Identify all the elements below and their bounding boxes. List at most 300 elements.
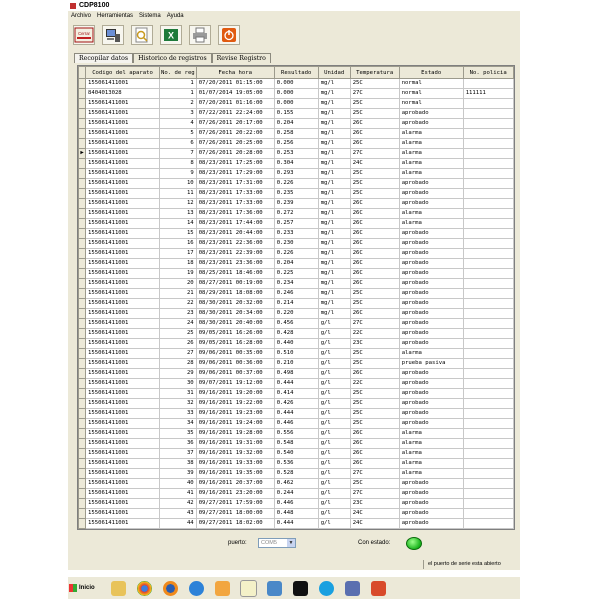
cell-temperatura[interactable]: 27C — [350, 149, 399, 159]
cell-codigo[interactable]: 155061411001 — [86, 439, 160, 449]
table-row[interactable] — [79, 99, 514, 109]
cell-no-reg[interactable]: 38 — [160, 459, 197, 469]
cell-codigo[interactable]: 155061411001 — [86, 329, 160, 339]
cell-codigo[interactable]: 155061411001 — [86, 369, 160, 379]
row-indicator[interactable] — [79, 79, 86, 89]
table-row[interactable] — [79, 319, 514, 329]
cell-codigo[interactable]: 155061411001 — [86, 279, 160, 289]
cell-fecha-hora[interactable]: 07/20/2011 01:15:00 — [196, 79, 274, 89]
cell-estado[interactable]: alarma — [399, 429, 463, 439]
table-row[interactable] — [79, 79, 514, 89]
cell-temperatura[interactable]: 25C — [350, 79, 399, 89]
cell-fecha-hora[interactable]: 07/26/2011 20:25:00 — [196, 139, 274, 149]
cell-temperatura[interactable]: 25C — [350, 479, 399, 489]
taskbar-media[interactable] — [263, 578, 285, 598]
cell-no-policia[interactable]: 111111 — [463, 89, 513, 99]
cell-no-reg[interactable]: 15 — [160, 229, 197, 239]
cell-estado[interactable]: aprobado — [399, 289, 463, 299]
table-row[interactable] — [79, 519, 514, 529]
cell-unidad[interactable]: g/l — [318, 369, 350, 379]
taskbar-terminal[interactable] — [289, 578, 311, 598]
table-row[interactable] — [79, 119, 514, 129]
cell-temperatura[interactable]: 26C — [350, 439, 399, 449]
cell-temperatura[interactable]: 27C — [350, 89, 399, 99]
cell-temperatura[interactable]: 25C — [350, 109, 399, 119]
cell-no-policia[interactable] — [463, 149, 513, 159]
cell-no-reg[interactable]: 1 — [160, 89, 197, 99]
row-indicator[interactable] — [79, 219, 86, 229]
start-button[interactable] — [69, 579, 103, 597]
cell-temperatura[interactable]: 24C — [350, 519, 399, 529]
cell-fecha-hora[interactable]: 08/23/2011 17:44:00 — [196, 219, 274, 229]
cell-fecha-hora[interactable]: 07/22/2011 22:24:00 — [196, 109, 274, 119]
cell-no-reg[interactable]: 9 — [160, 169, 197, 179]
menu-sistema[interactable]: Sistema — [139, 13, 161, 19]
cell-unidad[interactable]: g/l — [318, 489, 350, 499]
cell-estado[interactable]: normal — [399, 79, 463, 89]
cell-codigo[interactable]: 155061411001 — [86, 299, 160, 309]
cell-unidad[interactable]: g/l — [318, 439, 350, 449]
cell-unidad[interactable]: g/l — [318, 399, 350, 409]
cell-resultado[interactable]: 0.204 — [274, 119, 318, 129]
cell-unidad[interactable]: mg/l — [318, 79, 350, 89]
cell-resultado[interactable]: 0.548 — [274, 439, 318, 449]
cell-temperatura[interactable]: 26C — [350, 279, 399, 289]
cell-unidad[interactable]: mg/l — [318, 299, 350, 309]
cell-fecha-hora[interactable]: 07/26/2011 20:22:00 — [196, 129, 274, 139]
cell-estado[interactable]: aprobado — [399, 249, 463, 259]
cell-temperatura[interactable]: 27C — [350, 469, 399, 479]
cell-no-policia[interactable] — [463, 519, 513, 529]
cell-codigo[interactable]: 155061411001 — [86, 489, 160, 499]
table-row[interactable] — [79, 169, 514, 179]
cell-fecha-hora[interactable]: 08/23/2011 22:36:00 — [196, 239, 274, 249]
table-row[interactable] — [79, 199, 514, 209]
cell-temperatura[interactable]: 23C — [350, 499, 399, 509]
cell-codigo[interactable]: 155061411001 — [86, 289, 160, 299]
cell-no-reg[interactable]: 22 — [160, 299, 197, 309]
cell-no-reg[interactable]: 25 — [160, 329, 197, 339]
row-indicator[interactable] — [79, 519, 86, 529]
cell-no-policia[interactable] — [463, 139, 513, 149]
cell-no-policia[interactable] — [463, 159, 513, 169]
cell-no-reg[interactable]: 32 — [160, 399, 197, 409]
cell-resultado[interactable]: 0.446 — [274, 419, 318, 429]
cell-temperatura[interactable]: 25C — [350, 299, 399, 309]
cell-resultado[interactable]: 0.234 — [274, 279, 318, 289]
cell-temperatura[interactable]: 26C — [350, 239, 399, 249]
cell-resultado[interactable]: 0.000 — [274, 89, 318, 99]
cell-codigo[interactable]: 155061411001 — [86, 159, 160, 169]
cell-resultado[interactable]: 0.528 — [274, 469, 318, 479]
row-indicator[interactable] — [79, 249, 86, 259]
table-row[interactable] — [79, 299, 514, 309]
cell-codigo[interactable]: 155061411001 — [86, 99, 160, 109]
cell-codigo[interactable]: 155061411001 — [86, 189, 160, 199]
row-indicator[interactable] — [79, 509, 86, 519]
cell-no-policia[interactable] — [463, 289, 513, 299]
cell-fecha-hora[interactable]: 08/23/2011 17:31:00 — [196, 179, 274, 189]
row-indicator[interactable] — [79, 189, 86, 199]
table-row[interactable] — [79, 229, 514, 239]
cell-resultado[interactable]: 0.210 — [274, 359, 318, 369]
cell-codigo[interactable]: 155061411001 — [86, 469, 160, 479]
table-row[interactable] — [79, 109, 514, 119]
cell-estado[interactable]: aprobado — [399, 299, 463, 309]
cell-fecha-hora[interactable]: 08/23/2011 17:25:00 — [196, 159, 274, 169]
cell-resultado[interactable]: 0.226 — [274, 179, 318, 189]
cell-no-reg[interactable]: 16 — [160, 239, 197, 249]
cell-no-reg[interactable]: 19 — [160, 269, 197, 279]
cell-no-reg[interactable]: 42 — [160, 499, 197, 509]
cell-estado[interactable]: aprobado — [399, 479, 463, 489]
cell-no-policia[interactable] — [463, 259, 513, 269]
tab-historico-registros[interactable]: Historico de registros — [133, 53, 212, 63]
cell-fecha-hora[interactable]: 09/16/2011 20:37:00 — [196, 479, 274, 489]
cell-codigo[interactable]: 155061411001 — [86, 169, 160, 179]
cell-temperatura[interactable]: 26C — [350, 209, 399, 219]
cell-no-reg[interactable]: 14 — [160, 219, 197, 229]
cell-estado[interactable]: aprobado — [399, 519, 463, 529]
cell-codigo[interactable]: 155061411001 — [86, 129, 160, 139]
row-indicator[interactable] — [79, 279, 86, 289]
cell-fecha-hora[interactable]: 07/26/2011 20:17:00 — [196, 119, 274, 129]
table-row[interactable] — [79, 479, 514, 489]
table-row[interactable] — [79, 419, 514, 429]
cell-fecha-hora[interactable]: 09/16/2011 19:28:00 — [196, 429, 274, 439]
table-row[interactable] — [79, 209, 514, 219]
cell-fecha-hora[interactable]: 08/23/2011 17:36:00 — [196, 209, 274, 219]
cell-fecha-hora[interactable]: 09/05/2011 16:28:00 — [196, 339, 274, 349]
cell-fecha-hora[interactable]: 09/07/2011 19:12:00 — [196, 379, 274, 389]
cell-estado[interactable]: alarma — [399, 219, 463, 229]
taskbar-ie[interactable] — [185, 578, 207, 598]
cell-codigo[interactable]: 155061411001 — [86, 139, 160, 149]
row-indicator[interactable] — [79, 469, 86, 479]
cell-resultado[interactable]: 0.225 — [274, 269, 318, 279]
cell-fecha-hora[interactable]: 08/25/2011 18:46:00 — [196, 269, 274, 279]
cell-fecha-hora[interactable]: 01/07/2014 19:05:00 — [196, 89, 274, 99]
cell-temperatura[interactable]: 24C — [350, 159, 399, 169]
search-button[interactable] — [131, 25, 153, 45]
cell-unidad[interactable]: g/l — [318, 379, 350, 389]
row-indicator[interactable] — [79, 409, 86, 419]
cell-no-policia[interactable] — [463, 129, 513, 139]
cell-unidad[interactable]: mg/l — [318, 109, 350, 119]
row-indicator[interactable] — [79, 499, 86, 509]
cell-unidad[interactable]: g/l — [318, 409, 350, 419]
cell-no-policia[interactable] — [463, 379, 513, 389]
cell-no-policia[interactable] — [463, 449, 513, 459]
cell-no-policia[interactable] — [463, 209, 513, 219]
cell-no-reg[interactable]: 31 — [160, 389, 197, 399]
row-indicator[interactable] — [79, 199, 86, 209]
table-row[interactable] — [79, 489, 514, 499]
cell-codigo[interactable]: 155061411001 — [86, 419, 160, 429]
cell-estado[interactable]: aprobado — [399, 489, 463, 499]
cell-codigo[interactable]: 8404013028 — [86, 89, 160, 99]
cell-resultado[interactable]: 0.446 — [274, 499, 318, 509]
row-indicator[interactable] — [79, 89, 86, 99]
cell-fecha-hora[interactable]: 08/23/2011 17:33:00 — [196, 189, 274, 199]
cell-no-reg[interactable]: 26 — [160, 339, 197, 349]
cell-resultado[interactable]: 0.462 — [274, 479, 318, 489]
cell-unidad[interactable]: g/l — [318, 339, 350, 349]
table-row[interactable] — [79, 309, 514, 319]
cell-no-reg[interactable]: 28 — [160, 359, 197, 369]
cell-unidad[interactable]: g/l — [318, 359, 350, 369]
cell-estado[interactable]: alarma — [399, 459, 463, 469]
cell-no-policia[interactable] — [463, 169, 513, 179]
cell-estado[interactable]: aprobado — [399, 399, 463, 409]
menu-ayuda[interactable]: Ayuda — [166, 13, 184, 19]
cell-resultado[interactable]: 0.230 — [274, 239, 318, 249]
cell-temperatura[interactable]: 25C — [350, 359, 399, 369]
cell-resultado[interactable]: 0.293 — [274, 169, 318, 179]
cell-temperatura[interactable]: 26C — [350, 309, 399, 319]
row-indicator[interactable] — [79, 399, 86, 409]
cell-unidad[interactable]: g/l — [318, 469, 350, 479]
row-indicator[interactable] — [79, 339, 86, 349]
cell-fecha-hora[interactable]: 09/27/2011 17:59:00 — [196, 499, 274, 509]
cell-temperatura[interactable]: 25C — [350, 409, 399, 419]
row-indicator[interactable] — [79, 329, 86, 339]
cell-resultado[interactable]: 0.456 — [274, 319, 318, 329]
taskbar-skype[interactable] — [315, 578, 337, 598]
cell-fecha-hora[interactable]: 07/20/2011 01:16:00 — [196, 99, 274, 109]
cell-resultado[interactable]: 0.253 — [274, 149, 318, 159]
cell-unidad[interactable]: mg/l — [318, 229, 350, 239]
cell-unidad[interactable]: g/l — [318, 519, 350, 529]
cell-estado[interactable]: aprobado — [399, 419, 463, 429]
table-row[interactable] — [79, 439, 514, 449]
power-button[interactable] — [218, 25, 240, 45]
cell-estado[interactable]: aprobado — [399, 309, 463, 319]
row-indicator[interactable] — [79, 379, 86, 389]
cell-no-policia[interactable] — [463, 189, 513, 199]
table-row[interactable] — [79, 459, 514, 469]
cell-no-policia[interactable] — [463, 319, 513, 329]
cell-estado[interactable]: aprobado — [399, 259, 463, 269]
cell-codigo[interactable]: 155061411001 — [86, 259, 160, 269]
cell-no-reg[interactable]: 41 — [160, 489, 197, 499]
cell-estado[interactable]: aprobado — [399, 119, 463, 129]
cell-no-policia[interactable] — [463, 419, 513, 429]
row-indicator[interactable] — [79, 349, 86, 359]
cell-fecha-hora[interactable]: 09/06/2011 00:36:00 — [196, 359, 274, 369]
table-row[interactable] — [79, 149, 514, 159]
close-button[interactable] — [73, 25, 95, 45]
row-indicator[interactable] — [79, 229, 86, 239]
column-header-unidad[interactable]: Unidad — [318, 67, 350, 79]
cell-estado[interactable]: aprobado — [399, 109, 463, 119]
cell-no-policia[interactable] — [463, 309, 513, 319]
table-row[interactable] — [79, 239, 514, 249]
cell-no-reg[interactable]: 7 — [160, 149, 197, 159]
cell-no-policia[interactable] — [463, 329, 513, 339]
row-indicator[interactable] — [79, 429, 86, 439]
cell-temperatura[interactable]: 26C — [350, 129, 399, 139]
cell-temperatura[interactable]: 26C — [350, 369, 399, 379]
cell-fecha-hora[interactable]: 09/16/2011 19:33:00 — [196, 459, 274, 469]
cell-no-reg[interactable]: 29 — [160, 369, 197, 379]
cell-temperatura[interactable]: 26C — [350, 449, 399, 459]
column-header-temperatura[interactable]: Temperatura — [350, 67, 399, 79]
cell-estado[interactable]: alarma — [399, 169, 463, 179]
cell-resultado[interactable]: 0.000 — [274, 79, 318, 89]
cell-resultado[interactable]: 0.444 — [274, 409, 318, 419]
cell-temperatura[interactable]: 25C — [350, 389, 399, 399]
row-indicator[interactable] — [79, 129, 86, 139]
cell-estado[interactable]: aprobado — [399, 199, 463, 209]
cell-no-reg[interactable]: 6 — [160, 139, 197, 149]
row-indicator[interactable] — [79, 289, 86, 299]
cell-codigo[interactable]: 155061411001 — [86, 229, 160, 239]
cell-estado[interactable]: alarma — [399, 449, 463, 459]
print-button[interactable] — [189, 25, 211, 45]
cell-unidad[interactable]: mg/l — [318, 179, 350, 189]
cell-fecha-hora[interactable]: 08/23/2011 17:33:00 — [196, 199, 274, 209]
cell-unidad[interactable]: mg/l — [318, 119, 350, 129]
cell-estado[interactable]: normal — [399, 89, 463, 99]
cell-no-reg[interactable]: 30 — [160, 379, 197, 389]
table-row[interactable] — [79, 429, 514, 439]
table-row[interactable] — [79, 219, 514, 229]
cell-codigo[interactable]: 155061411001 — [86, 479, 160, 489]
cell-fecha-hora[interactable]: 09/16/2011 19:31:00 — [196, 439, 274, 449]
cell-no-reg[interactable]: 33 — [160, 409, 197, 419]
cell-no-policia[interactable] — [463, 339, 513, 349]
cell-estado[interactable]: aprobado — [399, 509, 463, 519]
cell-temperatura[interactable]: 26C — [350, 259, 399, 269]
cell-estado[interactable]: aprobado — [399, 269, 463, 279]
table-row[interactable] — [79, 139, 514, 149]
cell-fecha-hora[interactable]: 08/23/2011 17:29:00 — [196, 169, 274, 179]
cell-estado[interactable]: alarma — [399, 469, 463, 479]
cell-temperatura[interactable]: 26C — [350, 429, 399, 439]
cell-no-reg[interactable]: 27 — [160, 349, 197, 359]
row-indicator[interactable] — [79, 209, 86, 219]
cell-temperatura[interactable]: 27C — [350, 489, 399, 499]
cell-fecha-hora[interactable]: 09/16/2011 19:23:00 — [196, 409, 274, 419]
cell-fecha-hora[interactable]: 08/30/2011 20:40:00 — [196, 319, 274, 329]
cell-temperatura[interactable]: 26C — [350, 199, 399, 209]
computer-button[interactable] — [102, 25, 124, 45]
cell-estado[interactable]: alarma — [399, 349, 463, 359]
table-row[interactable] — [79, 509, 514, 519]
table-row[interactable] — [79, 189, 514, 199]
cell-estado[interactable]: alarma — [399, 159, 463, 169]
cell-resultado[interactable]: 0.498 — [274, 369, 318, 379]
row-indicator[interactable] — [79, 309, 86, 319]
table-row[interactable] — [79, 339, 514, 349]
cell-fecha-hora[interactable]: 09/27/2011 18:00:00 — [196, 509, 274, 519]
cell-resultado[interactable]: 0.556 — [274, 429, 318, 439]
cell-estado[interactable]: alarma — [399, 149, 463, 159]
row-indicator[interactable] — [79, 479, 86, 489]
cell-resultado[interactable]: 0.244 — [274, 489, 318, 499]
cell-no-reg[interactable]: 23 — [160, 309, 197, 319]
cell-resultado[interactable]: 0.448 — [274, 509, 318, 519]
cell-estado[interactable]: aprobado — [399, 409, 463, 419]
cell-no-policia[interactable] — [463, 299, 513, 309]
cell-estado[interactable]: aprobado — [399, 319, 463, 329]
row-indicator[interactable] — [79, 319, 86, 329]
cell-codigo[interactable]: 155061411001 — [86, 109, 160, 119]
records-grid[interactable] — [77, 65, 515, 530]
row-indicator[interactable] — [79, 439, 86, 449]
cell-unidad[interactable]: mg/l — [318, 149, 350, 159]
table-row[interactable] — [79, 279, 514, 289]
table-row[interactable] — [79, 389, 514, 399]
cell-temperatura[interactable]: 25C — [350, 99, 399, 109]
taskbar-note[interactable] — [237, 578, 259, 598]
table-row[interactable] — [79, 289, 514, 299]
cell-no-reg[interactable]: 20 — [160, 279, 197, 289]
cell-temperatura[interactable]: 26C — [350, 229, 399, 239]
table-row[interactable] — [79, 399, 514, 409]
cell-fecha-hora[interactable]: 09/16/2011 19:22:00 — [196, 399, 274, 409]
cell-fecha-hora[interactable]: 08/30/2011 20:32:00 — [196, 299, 274, 309]
row-indicator[interactable] — [79, 109, 86, 119]
cell-no-reg[interactable]: 24 — [160, 319, 197, 329]
table-row[interactable] — [79, 269, 514, 279]
chevron-down-icon[interactable]: ▼ — [288, 540, 294, 546]
cell-resultado[interactable]: 0.536 — [274, 459, 318, 469]
current-row-pointer-icon[interactable]: ▶ — [79, 149, 86, 159]
cell-no-policia[interactable] — [463, 109, 513, 119]
cell-resultado[interactable]: 0.226 — [274, 249, 318, 259]
cell-fecha-hora[interactable]: 07/26/2011 20:28:00 — [196, 149, 274, 159]
cell-resultado[interactable]: 0.000 — [274, 99, 318, 109]
cell-fecha-hora[interactable]: 09/16/2011 19:20:00 — [196, 389, 274, 399]
cell-resultado[interactable]: 0.428 — [274, 329, 318, 339]
cell-no-policia[interactable] — [463, 179, 513, 189]
column-header-estado[interactable]: Estado — [399, 67, 463, 79]
cell-no-reg[interactable]: 8 — [160, 159, 197, 169]
cell-fecha-hora[interactable]: 08/23/2011 23:36:00 — [196, 259, 274, 269]
cell-no-reg[interactable]: 13 — [160, 209, 197, 219]
cell-fecha-hora[interactable]: 09/27/2011 18:02:00 — [196, 519, 274, 529]
cell-estado[interactable]: aprobado — [399, 189, 463, 199]
cell-fecha-hora[interactable]: 08/23/2011 20:44:00 — [196, 229, 274, 239]
cell-temperatura[interactable]: 22C — [350, 329, 399, 339]
cell-codigo[interactable]: 155061411001 — [86, 239, 160, 249]
cell-estado[interactable]: alarma — [399, 209, 463, 219]
cell-codigo[interactable]: 155061411001 — [86, 249, 160, 259]
cell-codigo[interactable]: 155061411001 — [86, 399, 160, 409]
taskbar-chrome[interactable] — [133, 578, 155, 598]
taskbar-folder[interactable] — [107, 578, 129, 598]
row-indicator[interactable] — [79, 389, 86, 399]
row-indicator[interactable] — [79, 119, 86, 129]
table-row[interactable] — [79, 159, 514, 169]
row-indicator[interactable] — [79, 169, 86, 179]
cell-no-policia[interactable] — [463, 219, 513, 229]
cell-fecha-hora[interactable]: 09/16/2011 19:35:00 — [196, 469, 274, 479]
cell-unidad[interactable]: g/l — [318, 449, 350, 459]
cell-no-reg[interactable]: 5 — [160, 129, 197, 139]
table-row[interactable] — [79, 379, 514, 389]
cell-unidad[interactable]: mg/l — [318, 219, 350, 229]
cell-codigo[interactable]: 155061411001 — [86, 219, 160, 229]
cell-unidad[interactable]: g/l — [318, 389, 350, 399]
tab-recopilar-datos[interactable]: Recopilar datos — [74, 53, 133, 63]
cell-codigo[interactable]: 155061411001 — [86, 519, 160, 529]
cell-unidad[interactable]: mg/l — [318, 99, 350, 109]
cell-codigo[interactable]: 155061411001 — [86, 389, 160, 399]
cell-fecha-hora[interactable]: 09/16/2011 23:20:00 — [196, 489, 274, 499]
